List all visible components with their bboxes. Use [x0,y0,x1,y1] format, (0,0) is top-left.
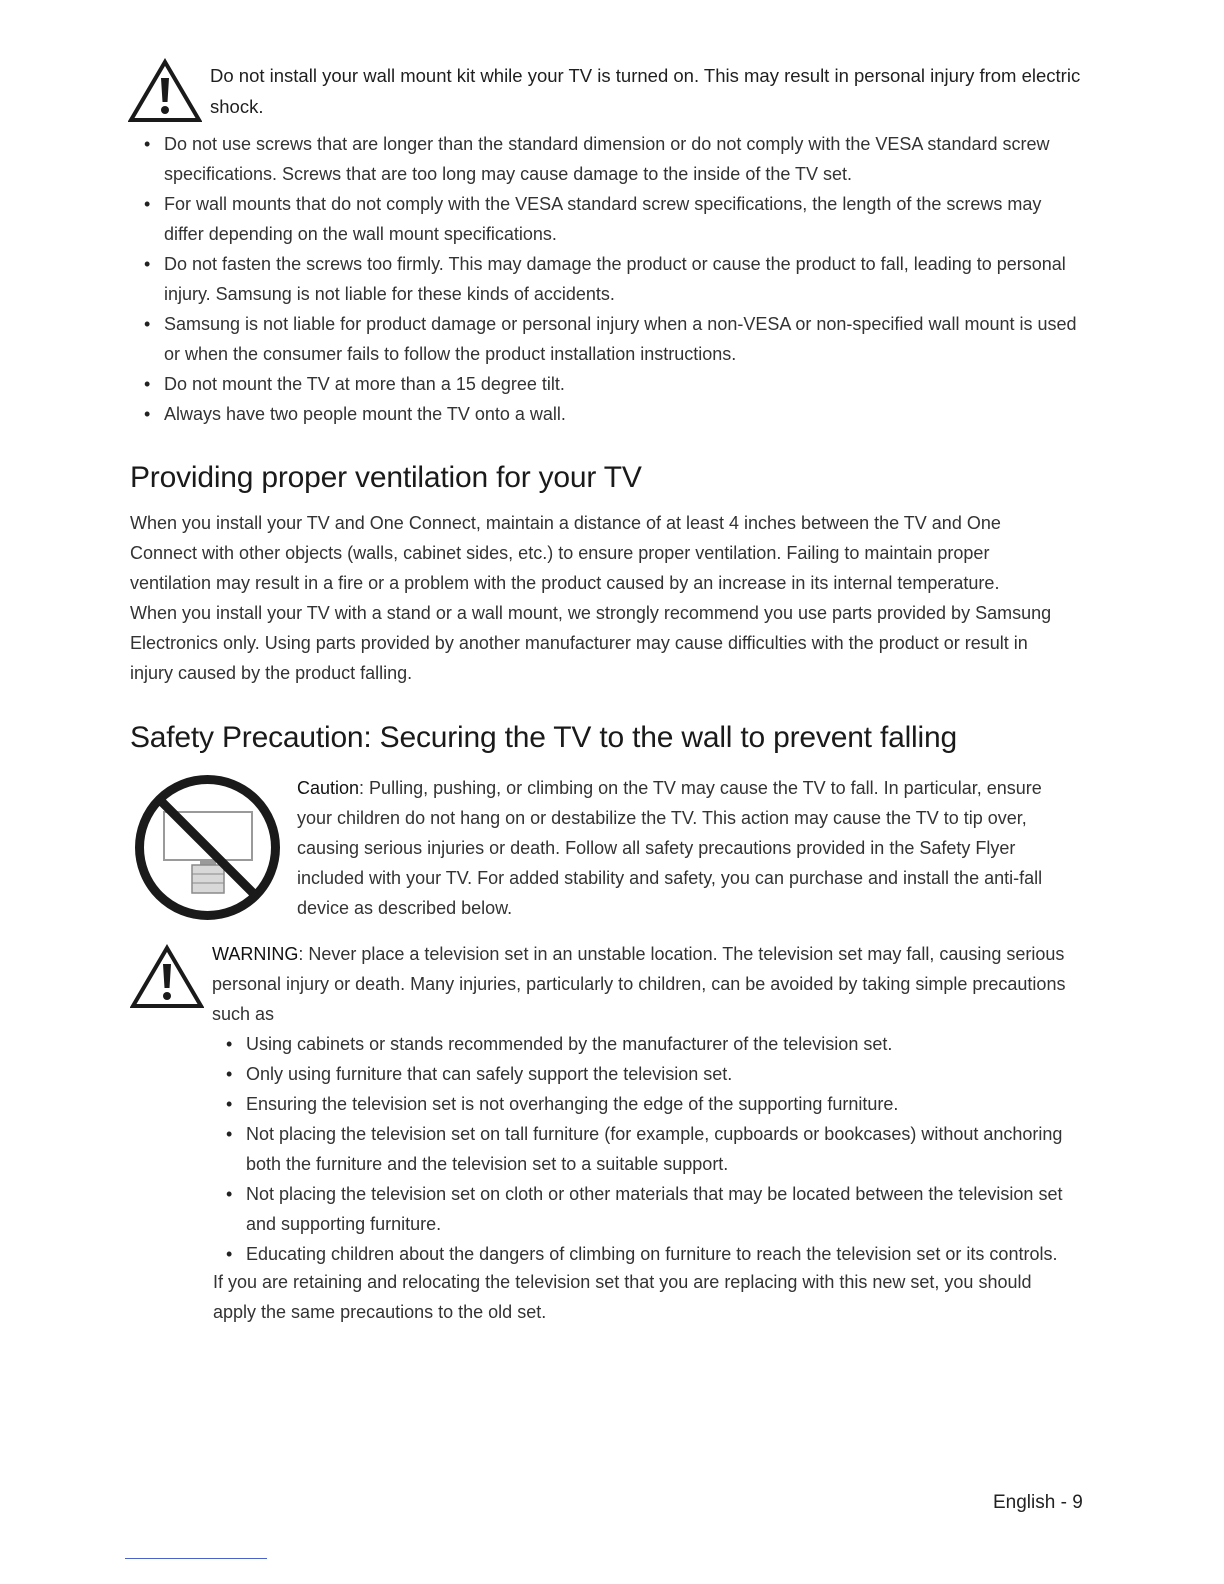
list-item: • Samsung is not liable for product damage or personal injury when a non-VESA or non-specified wall mount is used or when the consumer fails to follow the product installation instructions. [142,309,1082,369]
warning-label: WARNING [212,944,299,964]
list-item: • Do not use screws that are longer than the standard dimension or do not comply with the VESA standard screw specifications. Screws that are too long may cause damage to the inside of the TV set. [142,129,1082,189]
wall-mount-bullet-list [142,129,1082,429]
warning-paragraph [212,939,1082,1029]
ventilation-paragraph-1: When you install your TV and One Connect, maintain a distance of at least 4 inches between the TV and One Connect with other objects (walls, cabinet sides, etc.) to ensure proper ventilation. Failing to maintain proper ventilation may result in a fire or a problem with the product caused by an increase in its internal temperature. [130,513,1001,593]
warning-text: : Never place a television set in an unstable location. The television set may fall, causing serious personal injury or death. Many injuries, particularly to children, can be avoided by taking simple precautions such as [212,944,1066,1024]
warning-triangle-icon [130,944,204,1010]
safety-heading: Safety Precaution: Securing the TV to the wall to prevent falling [130,721,957,754]
list-item: • Educating children about the dangers of climbing on furniture to reach the television set or its controls. [224,1239,1084,1269]
list-item: • Do not fasten the screws too firmly. This may damage the product or cause the product to fall, leading to personal injury. Samsung is not liable for these kinds of accidents. [142,249,1082,309]
list-item: • Ensuring the television set is not overhanging the edge of the supporting furniture. [224,1089,1084,1119]
precautions-bullet-list [224,1029,1084,1269]
caution-label: Caution [297,778,360,798]
list-item: • Do not mount the TV at more than a 15 degree tilt. [142,369,1082,399]
footnote-divider [125,1558,267,1559]
ventilation-heading: Providing proper ventilation for your TV [130,461,642,494]
caution-text: : Pulling, pushing, or climbing on the TV may cause the TV to fall. In particular, ensure your children do not hang on or destabilize the TV. This action may cause the TV to tip over, causing serious injuries or death. Follow all safety precautions provided in the Safety Flyer included with your TV. For added stability and safety, you can purchase and install the anti-fall device as described below. [297,778,1043,918]
list-item: • Not placing the television set on tall furniture (for example, cupboards or bookcases) without anchoring both the furniture and the television set to a suitable support. [224,1119,1084,1179]
list-item: • Always have two people mount the TV onto a wall. [142,399,1082,429]
ventilation-paragraph-2: When you install your TV with a stand or a wall mount, we strongly recommend you use parts provided by Samsung Electronics only. Using parts provided by another manufacturer may cause difficulties with the product or result in injury caused by the product falling. [130,603,1052,683]
list-item: • Only using furniture that can safely support the television set. [224,1059,1084,1089]
list-item: • For wall mounts that do not comply with the VESA standard screw specifications, the length of the screws may differ depending on the wall mount specifications. [142,189,1082,249]
no-tv-on-furniture-icon [130,770,285,925]
wall-mount-warning-text: Do not install your wall mount kit while your TV is turned on. This may result in personal injury from electric shock. [210,65,1081,117]
list-item: • Not placing the television set on cloth or other materials that may be located between the television set and supporting furniture. [224,1179,1084,1239]
list-item: • Using cabinets or stands recommended by the manufacturer of the television set. [224,1029,1084,1059]
warning-triangle-icon [128,58,202,124]
caution-paragraph [297,773,1077,923]
page-number: English - 9 [993,1492,1083,1513]
relocation-paragraph: If you are retaining and relocating the television set that you are replacing with this new set, you should apply the same precautions to the old set. [213,1272,1032,1322]
